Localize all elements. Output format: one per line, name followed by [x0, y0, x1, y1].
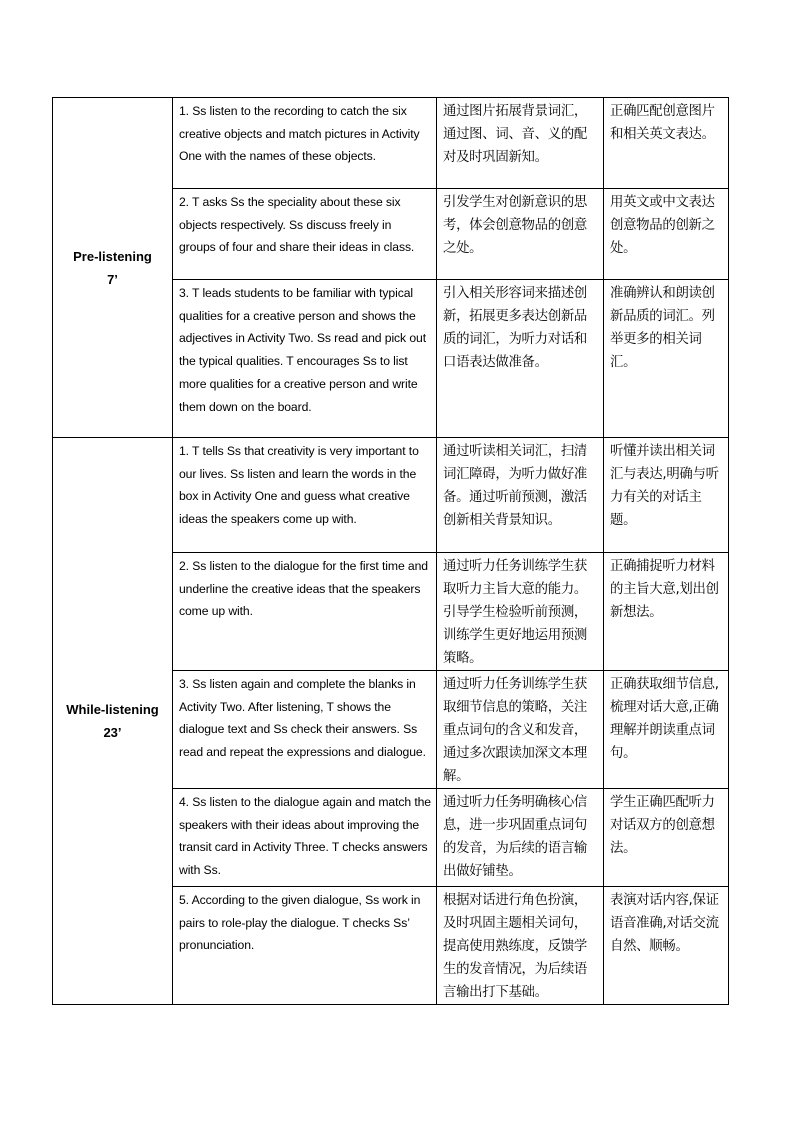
purpose-cell: 引发学生对创新意识的思考，体会创意物品的创意之处。	[437, 189, 604, 280]
procedure-cell: 1. Ss listen to the recording to catch the six creative objects and match pictures in Activity One with the names of these objects.	[173, 98, 437, 189]
stage-name: Pre-listening	[73, 248, 152, 264]
procedure-cell: 3. Ss listen again and complete the blanks in Activity Two. After listening, T shows the dialogue text and Ss check their answers. Ss read and repeat the expressions and dialogue.	[173, 671, 437, 789]
procedure-cell: 2. T asks Ss the speciality about these six objects respectively. Ss discuss freely in groups of four and share their ideas in class.	[173, 189, 437, 280]
evaluation-cell: 用英文或中文表达创意物品的创新之处。	[604, 189, 729, 280]
stage-name: While-listening	[66, 702, 159, 717]
evaluation-cell: 正确获取细节信息,梳理对话大意,正确理解并朗读重点词句。	[604, 671, 729, 789]
stage-time: 7’	[107, 271, 118, 287]
purpose-cell: 引入相关形容词来描述创新，拓展更多表达创新品质的词汇，为听力对话和口语表达做准备。	[437, 280, 604, 438]
purpose-cell: 通过听力任务训练学生获取细节信息的策略，关注重点词句的含义和发音，通过多次跟读加深文本理解。	[437, 671, 604, 789]
procedure-cell: 1. T tells Ss that creativity is very important to our lives. Ss listen and learn the words in the box in Activity One and guess what creative ideas the speakers come up with.	[173, 438, 437, 553]
table-row	[53, 98, 729, 189]
evaluation-cell: 正确匹配创意图片和相关英文表达。	[604, 98, 729, 189]
evaluation-cell: 学生正确匹配听力对话双方的创意想法。	[604, 789, 729, 887]
evaluation-cell: 听懂并读出相关词汇与表达,明确与听力有关的对话主题。	[604, 438, 729, 553]
purpose-cell: 根据对话进行角色扮演，及时巩固主题相关词句，提高使用熟练度，反馈学生的发音情况，为后续语言输出打下基础。	[437, 887, 604, 1005]
stage-cell	[53, 98, 173, 438]
procedure-cell: 5. According to the given dialogue, Ss work in pairs to role-play the dialogue. T checks Ss’ pronunciation.	[173, 887, 437, 1005]
evaluation-cell: 准确辨认和朗读创新品质的词汇。列举更多的相关词汇。	[604, 280, 729, 438]
stage-cell	[53, 438, 173, 1005]
procedure-cell: 4. Ss listen to the dialogue again and match the speakers with their ideas about improving the transit card in Activity Three. T checks answers with Ss.	[173, 789, 437, 887]
purpose-cell: 通过图片拓展背景词汇，通过图、词、音、义的配对及时巩固新知。	[437, 98, 604, 189]
purpose-cell: 通过听力任务明确核心信息，进一步巩固重点词句的发音，为后续的语言输出做好铺垫。	[437, 789, 604, 887]
purpose-cell: 通过听力任务训练学生获取听力主旨大意的能力。引导学生检验听前预测，训练学生更好地运用预测策略。	[437, 553, 604, 671]
lesson-plan-table	[52, 97, 729, 1005]
procedure-cell: 2. Ss listen to the dialogue for the first time and underline the creative ideas that the speakers come up with.	[173, 553, 437, 671]
evaluation-cell: 正确捕捉听力材料的主旨大意,划出创新想法。	[604, 553, 729, 671]
table-row	[53, 438, 729, 553]
procedure-cell: 3. T leads students to be familiar with typical qualities for a creative person and shows the adjectives in Activity Two. Ss read and pick out the typical qualities. T encourages Ss to list more qualities for a creative person and write them down on the board.	[173, 280, 437, 438]
stage-time: 23’	[103, 725, 122, 740]
purpose-cell: 通过听读相关词汇，扫清词汇障碍，为听力做好准备。通过听前预测，激活创新相关背景知识。	[437, 438, 604, 553]
evaluation-cell: 表演对话内容,保证语音准确,对话交流自然、顺畅。	[604, 887, 729, 1005]
